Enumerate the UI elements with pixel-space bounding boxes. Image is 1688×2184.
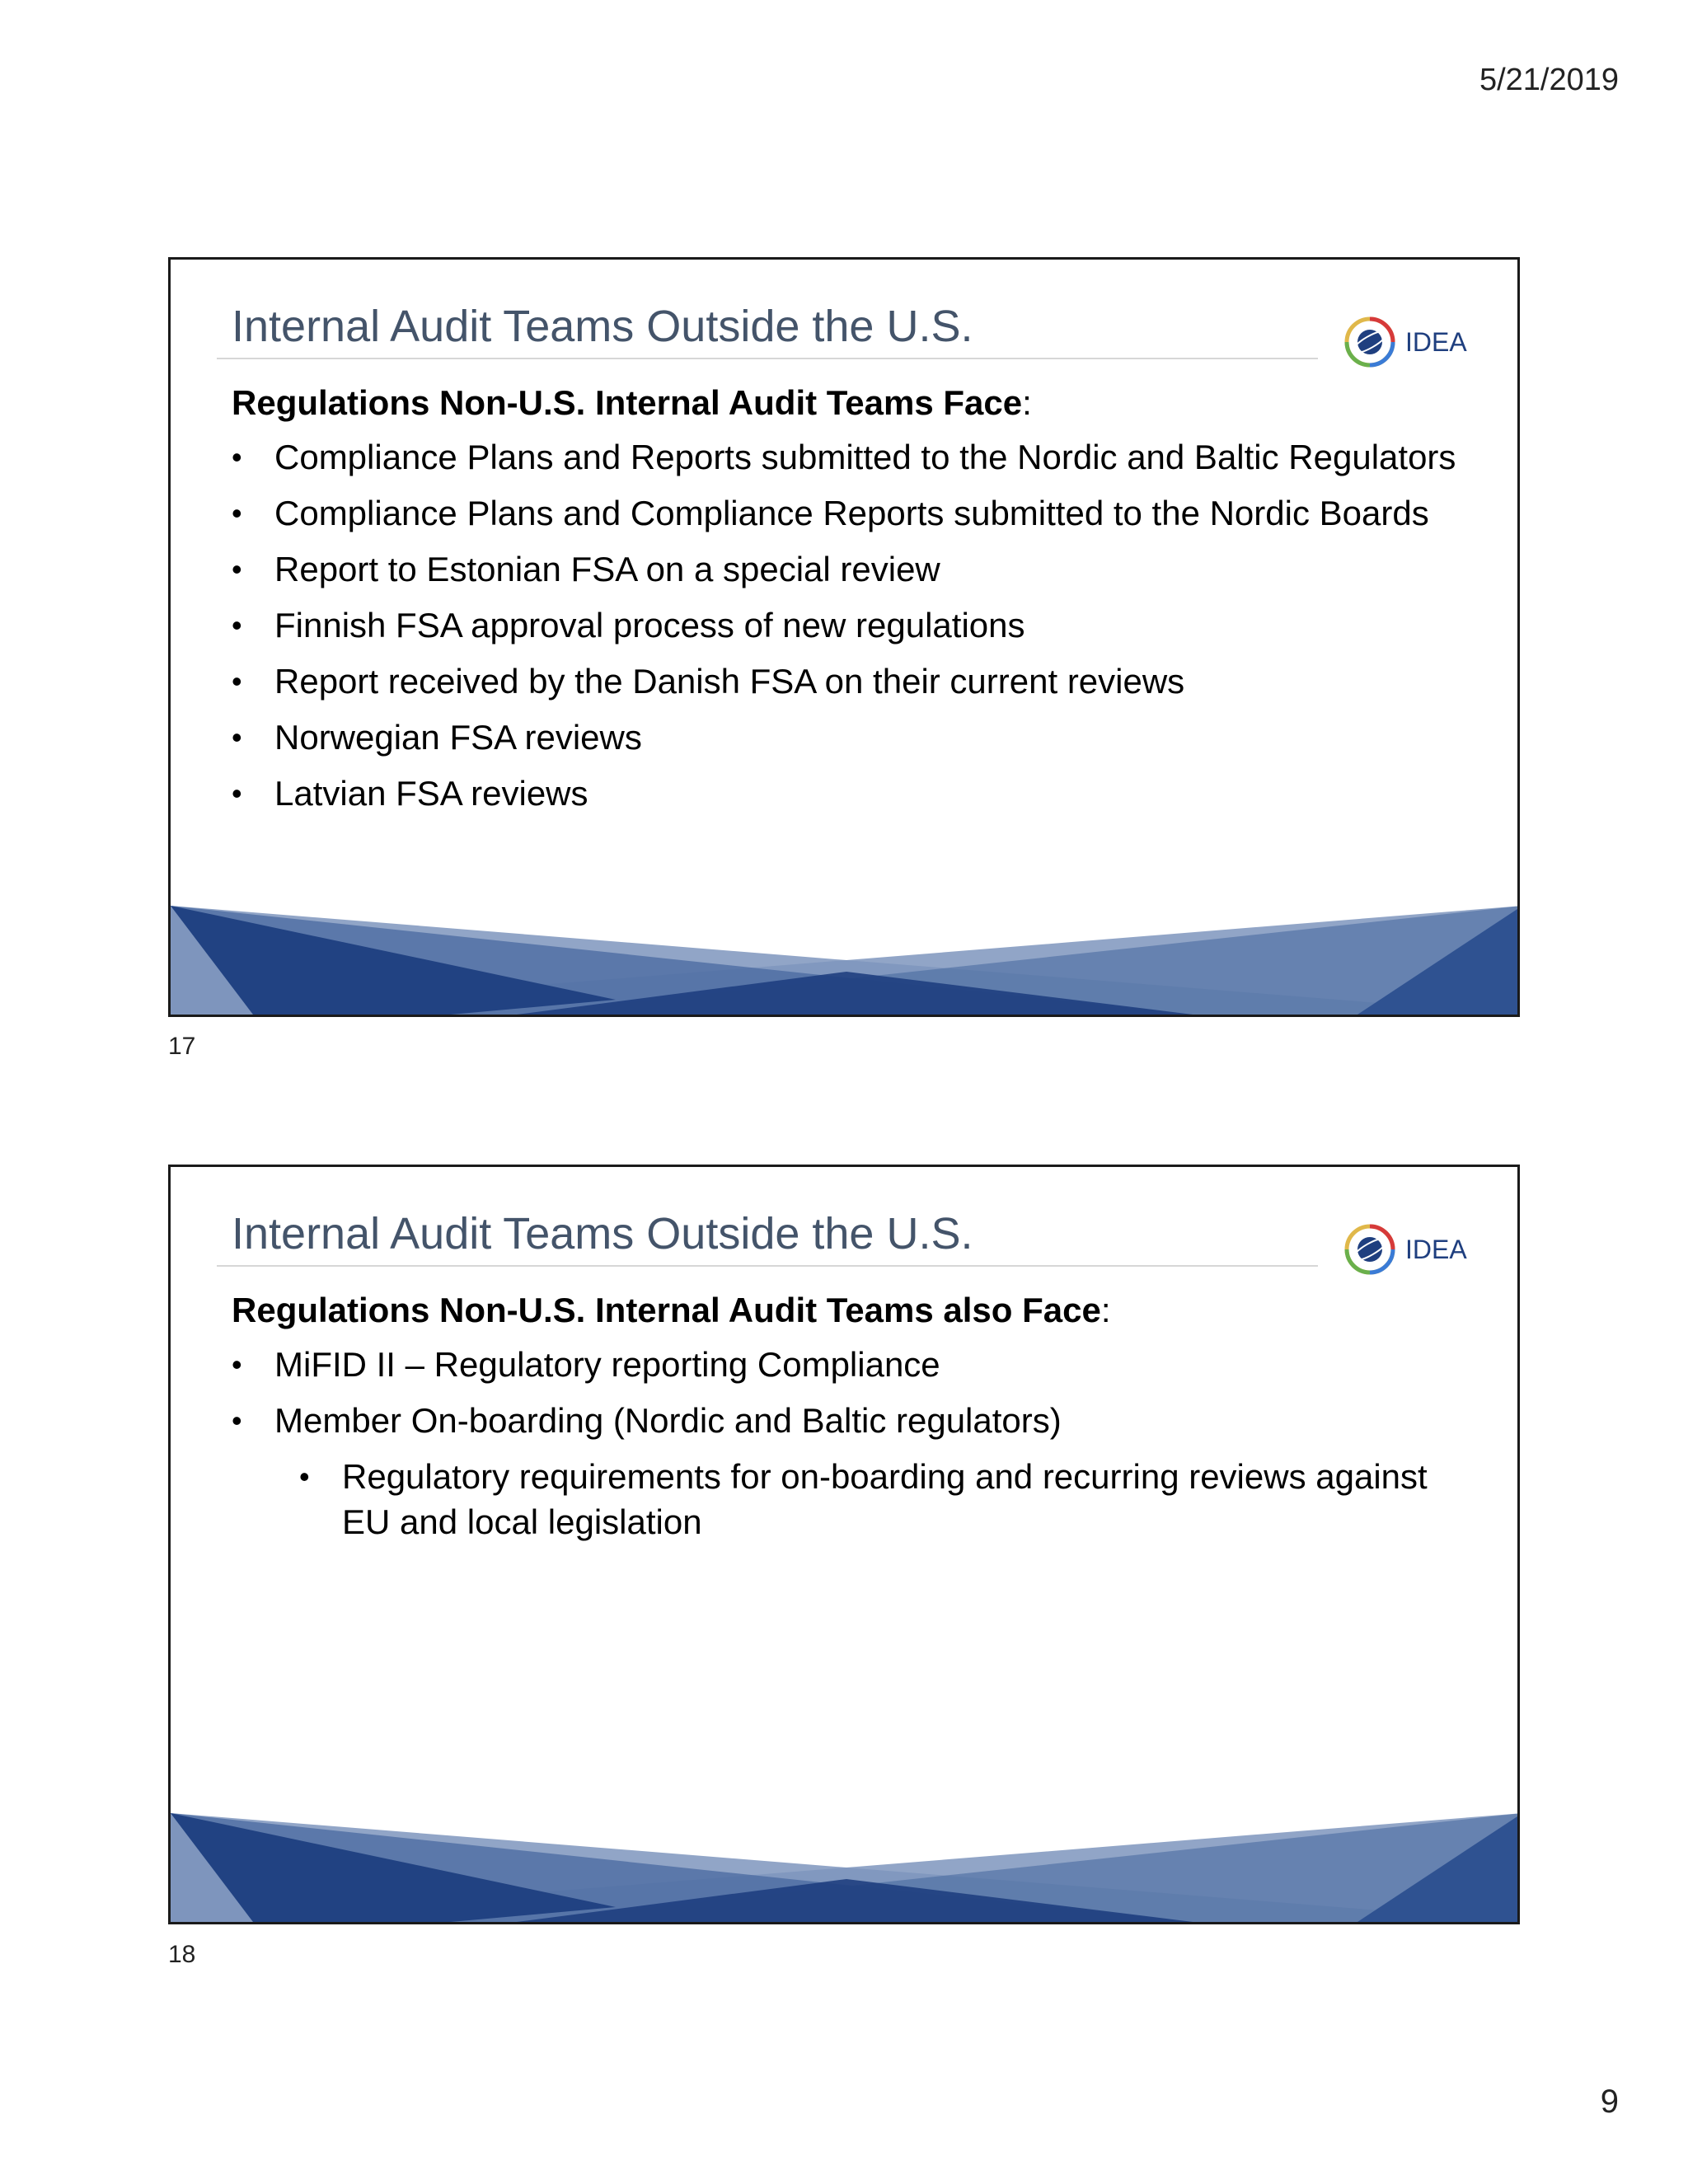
bullet-item: • Finnish FSA approval process of new regulations — [232, 602, 1468, 648]
sub-bullet-item: • Regulatory requirements for on-boarding and recurring reviews against EU and local legislation — [299, 1454, 1468, 1544]
bullet-item: • Report received by the Danish FSA on their current reviews — [232, 658, 1468, 704]
slide-body — [232, 380, 1468, 827]
logo-text: IDEA — [1405, 327, 1467, 357]
bullet-item: • MiFID II – Regulatory reporting Compliance — [232, 1342, 1468, 1387]
title-divider — [217, 358, 1318, 359]
slide-18 — [168, 1165, 1520, 1924]
slide-17 — [168, 257, 1520, 1017]
slide-subtitle: Regulations Non-U.S. Internal Audit Teams also Face: — [232, 1291, 1111, 1329]
bullet-item: • Report to Estonian FSA on a special review — [232, 546, 1468, 592]
page-date: 5/21/2019 — [1479, 63, 1619, 97]
idea-logo-icon — [1341, 1216, 1489, 1282]
slide-footer-graphic — [171, 1813, 1520, 1922]
slide-number: 17 — [168, 1033, 196, 1060]
slide-title: Internal Audit Teams Outside the U.S. — [232, 302, 973, 351]
bullet-list — [232, 434, 1468, 816]
bullet-item: • Member On-boarding (Nordic and Baltic regulators) — [232, 1398, 1468, 1443]
bullet-item: • Compliance Plans and Reports submitted to the Nordic and Baltic Regulators — [232, 434, 1468, 480]
slide-footer-graphic — [171, 906, 1520, 1015]
title-divider — [217, 1265, 1318, 1267]
slide-title: Internal Audit Teams Outside the U.S. — [232, 1209, 973, 1258]
bullet-item: • Latvian FSA reviews — [232, 771, 1468, 816]
bullet-item: • Compliance Plans and Compliance Reports submitted to the Nordic Boards — [232, 490, 1468, 536]
logo-text: IDEA — [1405, 1235, 1467, 1264]
slide-subtitle: Regulations Non-U.S. Internal Audit Teams Face: — [232, 383, 1032, 422]
slide-number: 18 — [168, 1941, 196, 1968]
slide-body — [232, 1287, 1468, 1555]
bullet-list — [232, 1342, 1468, 1544]
idea-logo-icon — [1341, 309, 1489, 375]
page-number: 9 — [1600, 2083, 1619, 2120]
bullet-item: • Norwegian FSA reviews — [232, 715, 1468, 760]
